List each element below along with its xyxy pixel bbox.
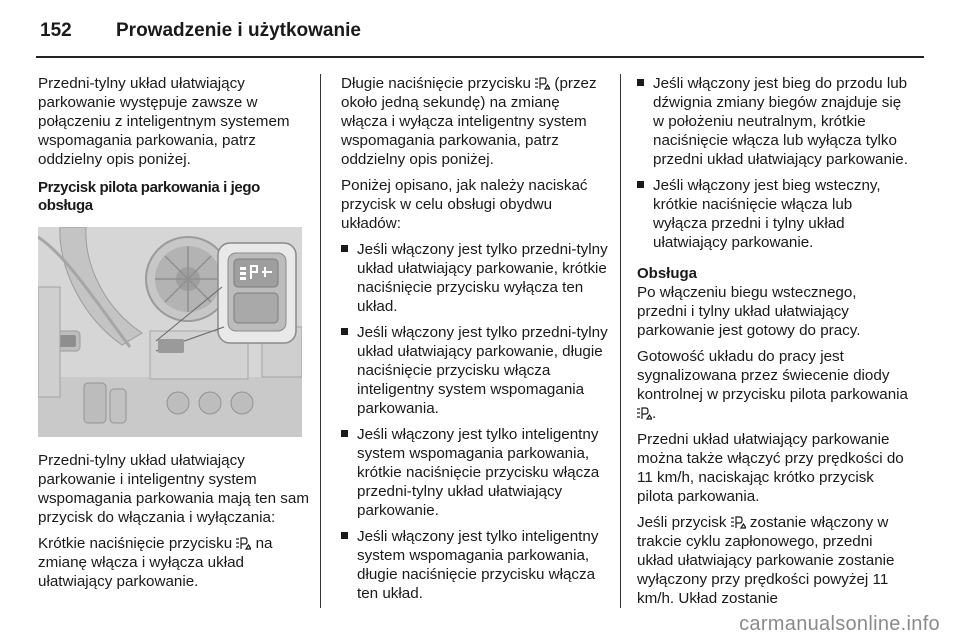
text-run: Jeśli przycisk — [637, 514, 727, 531]
column-2 — [341, 74, 609, 610]
column-3 — [637, 74, 909, 615]
list-item-text: Jeśli włączony jest tylko przedni-tylny układ ułatwiający parkowanie, krótkie naciśnięcie przycisku wyłącza ten układ. — [357, 241, 608, 315]
page-number: 152 — [40, 20, 72, 41]
list-item-text: Jeśli włączony jest tylko inteligentny system wspomagania parkowania, krótkie naciśnięcie przycisku włącza przedni-tylny układ ułatwiający parkowanie. — [357, 426, 600, 519]
text-run: . — [652, 405, 657, 422]
list-item — [637, 74, 909, 169]
paragraph — [637, 513, 909, 608]
list-item-text: Jeśli włączony jest tylko przedni-tylny układ ułatwiający parkowanie, długie naciśnięcie przycisku włącza inteligentny system wspomagania parkowania. — [357, 324, 608, 417]
text-run: Krótkie naciśnięcie przycisku — [38, 535, 233, 552]
text-run: na zmianę włącza i wyłącza układ ułatwiający parkowanie. — [38, 535, 273, 590]
text-run: (przez około jedną sekundę) na zmianę włącza i wyłącza inteligentny system wspomagania parkowania, patrz oddzielny opis poniżej. — [341, 75, 597, 168]
list-item — [341, 240, 609, 316]
paragraph: Przedni-tylny układ ułatwiający parkowanie występuje zawsze w połączeniu z inteligentnym systemem wspomagania parkowania, patrz oddzielny opis poniżej. — [38, 75, 290, 168]
list-item-text: Jeśli włączony jest bieg do przodu lub dźwignia zmiany biegów znajduje się w położeniu neutralnym, krótkie naciśnięcie włącza lub wyłącza tylko przedni układ ułatwiający parkowanie. — [653, 75, 908, 168]
list-item-text: Jeśli włączony jest tylko inteligentny system wspomagania parkowania, długie naciśnięcie przycisku włącza ten układ. — [357, 528, 599, 602]
watermark: carmanualsonline.info — [739, 613, 940, 635]
park-assist-icon — [535, 77, 550, 90]
bullet-list — [637, 74, 909, 252]
bullet-square-icon — [341, 245, 348, 252]
page-header — [36, 14, 924, 54]
list-item — [341, 527, 609, 603]
dashboard-photo — [38, 227, 302, 437]
bullet-list — [341, 240, 609, 603]
park-assist-icon — [637, 407, 652, 420]
paragraph: Po włączeniu biegu wstecznego, przedni i tylny układ ułatwiający parkowanie jest gotowy do pracy. — [637, 284, 861, 339]
text-run: Gotowość układu do pracy jest sygnalizowana przez świecenie diody kontrolnej w przycisku pilota parkowania — [637, 348, 908, 403]
park-assist-icon — [236, 537, 251, 550]
bullet-square-icon — [637, 79, 644, 86]
paragraph: Przedni układ ułatwiający parkowanie można także włączyć przy prędkości do 11 km/h, naciskając krótko przycisk pilota parkowania. — [637, 431, 904, 505]
bullet-square-icon — [341, 532, 348, 539]
column-divider — [320, 74, 321, 608]
bullet-square-icon — [341, 328, 348, 335]
column-1 — [38, 74, 310, 598]
header-divider — [36, 56, 924, 58]
list-item — [341, 425, 609, 520]
list-item — [637, 176, 909, 252]
paragraph — [38, 534, 310, 591]
paragraph — [637, 347, 909, 423]
column-divider — [620, 74, 621, 608]
page-title: Prowadzenie i użytkowanie — [116, 20, 361, 41]
dashboard-illustration — [38, 227, 302, 437]
section-heading: Przycisk pilota parkowania i jego obsługa — [38, 179, 260, 214]
list-item — [341, 323, 609, 418]
paragraph: Poniżej opisano, jak należy naciskać przycisk w celu obsługi obydwu układów: — [341, 177, 588, 232]
bullet-square-icon — [341, 430, 348, 437]
section-heading: Obsługa — [637, 265, 698, 282]
paragraph: Przedni-tylny układ ułatwiający parkowanie i inteligentny system wspomagania parkowania mają ten sam przycisk do włączania i wyłączania: — [38, 452, 309, 526]
bullet-square-icon — [637, 181, 644, 188]
text-run: Długie naciśnięcie przycisku — [341, 75, 531, 92]
paragraph — [341, 74, 609, 169]
list-item-text: Jeśli włączony jest bieg wsteczny, krótkie naciśnięcie włącza lub wyłącza przedni i tylny układ ułatwiający parkowanie. — [653, 177, 881, 251]
park-assist-icon — [731, 516, 746, 529]
text-run: zostanie włączony w trakcie cyklu zapłonowego, przedni układ ułatwiający parkowanie zostanie wyłączony przy prędkości powyżej 11 km/h. Układ zostanie — [637, 514, 895, 607]
